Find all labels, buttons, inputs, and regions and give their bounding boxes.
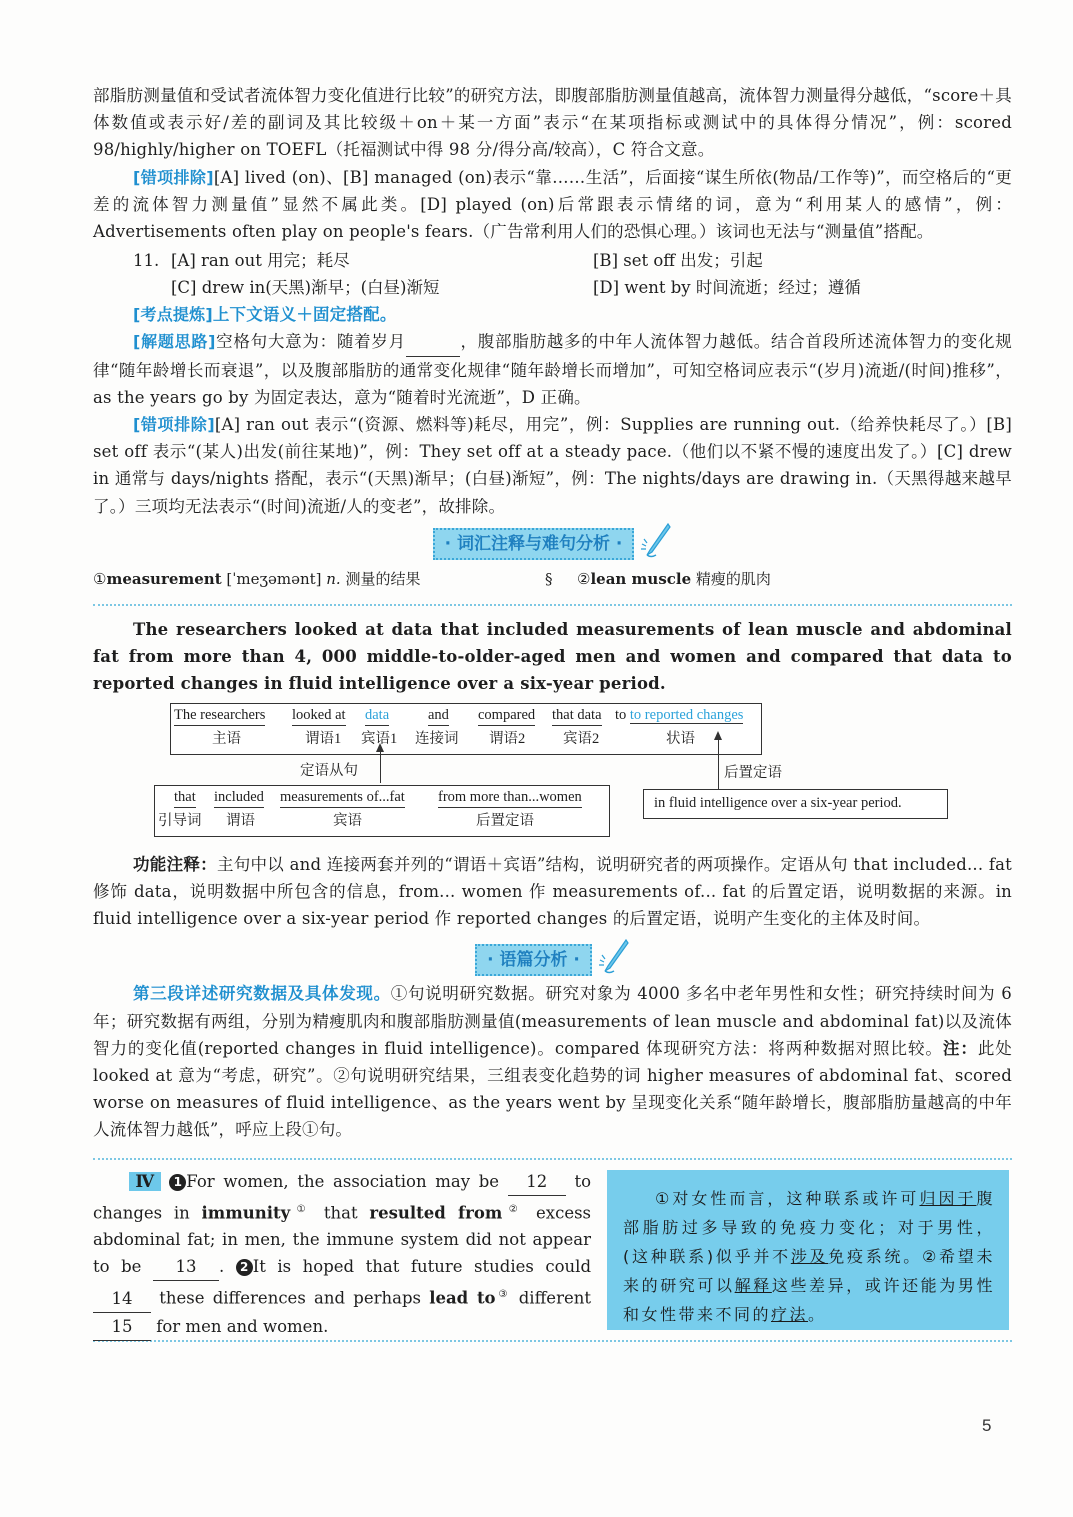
- note-tag: 注：: [942, 1038, 978, 1058]
- solution-text: 空格句大意为：随着岁月: [215, 332, 406, 352]
- phonetic: [ˈmeʒəmənt]: [226, 569, 322, 588]
- exclusion-tag: [错项排除]: [133, 167, 214, 187]
- vocab-word: measurement: [106, 569, 222, 588]
- translation-text: 腹部脂肪过多导致的免疫力变化；对于男性，(这种联系)似乎并不: [623, 1188, 995, 1266]
- translation-key: 解释: [734, 1275, 772, 1295]
- reported-changes-text: to reported changes: [629, 706, 744, 723]
- discourse-text: ①句说明研究数据。研究对象为 4000 多名中老年男性和女性；研究持续时间为 6 年；研究数据有两组，分别为精瘦肌肉和腹部脂肪测量值(measurements of lean muscle and abdominal fat)以及流体智力的变化值(reported changes in fluid intelligence)。compared 体现研究方法：将两种数据对照比较。: [93, 984, 1012, 1058]
- translation-text: ①对女性而言，这种联系或许可: [655, 1188, 920, 1208]
- section-title: · 语篇分析 ·: [475, 944, 592, 976]
- diagram-word: that: [174, 787, 196, 808]
- section-title: · 词汇注释与难句分析 ·: [433, 528, 635, 560]
- keyword: lead to: [429, 1288, 496, 1308]
- option-letter: [C]: [171, 278, 197, 298]
- post-modifier-label: 后置定语: [724, 764, 782, 781]
- q10-exclusion-paragraph: [93, 164, 1012, 246]
- passage-text-segment: these differences and perhaps: [159, 1288, 421, 1308]
- passage-text-segment: It is hoped that future studies could: [252, 1257, 592, 1277]
- diagram-label: 谓语2: [489, 730, 526, 747]
- exclusion-text: [A] lived (on)、[B] managed (on)表示“靠……生活”，后面接“谋生所依(物品/工作等)”，而空格后的“更差的流体智力测量值”显然不属此类。[D] played (on)后常跟表示情绪的词，意为“利用某人的感情”，例：Advertisements often play on people's fears.（广告常利用人们的恐惧心理。）该词也无法与“测量值”搭配。: [93, 167, 1012, 242]
- function-note-text: 主句中以 and 连接两套并列的“谓语＋宾语”结构，说明研究者的两项操作。定语从句 that included... fat 修饰 data，说明数据中所包含的信息，from... women 作 measurements of... fat 的后置定语，说明数据的来源。in fluid intelligence over a six-year period 作 reported changes 的后置定语，说明产生变化的主体及时间。: [93, 854, 1012, 929]
- solution-paragraph: [93, 328, 1012, 411]
- diagram-label: 宾语2: [563, 730, 600, 747]
- arrow-icon: [376, 743, 384, 752]
- pen-icon: [638, 522, 672, 558]
- translation-text: 。: [808, 1304, 827, 1324]
- part-of-speech: n.: [326, 569, 341, 588]
- blank-14[interactable]: 14: [93, 1285, 151, 1313]
- diagram-word: and: [428, 705, 449, 726]
- passage-text-segment: .: [218, 1257, 225, 1277]
- blank-12[interactable]: 12: [508, 1168, 566, 1196]
- page-number: 5: [982, 1416, 992, 1435]
- solution-text: ，腹部脂肪越多的中年人流体智力越低。结合首段所述流体智力的变化规律“随年龄增长而衰退”，以及腹部脂肪的通常变化规律“随年龄增长而增加”，可知空格词应表示“(岁月)流逝/(时间)推移”，as the years go by 为固定表达，意为“随着时光流逝”，D 正确。: [93, 332, 1012, 407]
- sentence-structure-diagram: [93, 703, 1012, 851]
- discourse-paragraph: [93, 980, 1012, 1143]
- blank-line: [406, 328, 460, 356]
- option-letter: [B]: [593, 251, 618, 271]
- vocab-meaning: 精瘦的肌肉: [695, 569, 771, 588]
- item-number: ②: [577, 569, 591, 588]
- passage-text-segment: to changes in: [93, 1171, 592, 1223]
- function-note-tag: 功能注释：: [133, 854, 217, 874]
- q11-number: 11.: [133, 251, 160, 271]
- diagram-word: to to reported changes: [615, 706, 744, 723]
- analysis-paragraph: [93, 82, 1012, 164]
- keyword: resulted from: [369, 1203, 503, 1223]
- divider: [93, 604, 1012, 606]
- translation-text: 免疫系统。②希望未来的研究可以: [623, 1246, 995, 1295]
- option-text: set off 出发；引起: [623, 251, 763, 271]
- keyword: immunity: [201, 1203, 291, 1223]
- footnote-ref: ①: [290, 1203, 313, 1215]
- option-a: [171, 247, 350, 274]
- passage-text: [93, 1168, 591, 1341]
- vocab-item-1: [93, 564, 421, 594]
- hard-sentence: The researchers looked at data that included measurements of lean muscle and abdominal fat from more than 4, 000 middle-to-older-aged men and women and compared that data to reported changes in fluid intelligence over a six-year period.: [93, 619, 1012, 693]
- passage-section: [93, 1160, 1012, 1336]
- passage-text-segment: excess abdominal fat; in men, the immune system did not appear to be: [93, 1203, 592, 1277]
- exclusion-tag: [错项排除]: [133, 415, 215, 435]
- discourse-lead: 第三段详述研究数据及具体发现。: [133, 984, 391, 1004]
- diagram-label: 连接词: [415, 730, 459, 747]
- separator-icon: §: [545, 569, 553, 588]
- diagram-word: looked at: [292, 705, 346, 726]
- blank-13[interactable]: 13: [153, 1253, 219, 1281]
- option-text: drew in(天黑)渐早；(白昼)渐短: [201, 278, 440, 298]
- item-number: ①: [93, 569, 107, 588]
- footnote-ref: ②: [502, 1203, 525, 1215]
- exclusion-text: [A] ran out 表示“(资源、燃料等)耗尽，用完”，例：Supplies are running out.（给养快耗尽了。）[B] set off 表示“(某人)出发(前往某地)”，例：They set off at a steady pace.（他们以不紧不慢的速度出发了。）[C] drew in 通常与 days/nights 搭配，表示“(天黑)渐早；(白昼)渐短”，例：The nights/days are drawing in.（天黑得越来越早了。）三项均无法表示“(时间)流逝/人的变老”，故排除。: [93, 415, 1012, 516]
- diagram-word: data: [365, 705, 389, 726]
- diagram-label: 主语: [212, 730, 241, 747]
- diagram-label: 引导词: [158, 812, 202, 829]
- key-point-tag: [考点提炼]: [133, 305, 213, 325]
- diagram-word: included: [214, 787, 264, 808]
- translation-box: [607, 1170, 1009, 1330]
- diagram-label: 后置定语: [476, 812, 534, 829]
- passage-text-segment: different: [518, 1288, 591, 1308]
- solution-tag: [解题思路]: [133, 332, 216, 352]
- diagram-label: 谓语: [226, 812, 255, 829]
- vocab-word: lean muscle: [590, 569, 692, 588]
- diagram-label: 宾语1: [361, 730, 398, 747]
- diagram-word: compared: [478, 705, 535, 726]
- diagram-label: 状语: [666, 730, 695, 747]
- option-letter: [D]: [593, 278, 620, 298]
- text-line: 部脂肪测量值和受试者流体智力变化值进行比较”的研究方法，即腹部脂肪测量值越高，流体智力测量得: [93, 86, 857, 105]
- passage-text-segment: For women, the association may be: [186, 1171, 500, 1191]
- diagram-word: that data: [552, 705, 602, 726]
- key-point-text: 上下文语义＋固定搭配。: [212, 305, 397, 325]
- translation-text: 这些差异，或许还能为男性和女性带来不同的: [623, 1275, 995, 1324]
- clause-label: 定语从句: [300, 762, 358, 779]
- diagram-word: measurements of...fat: [280, 787, 405, 808]
- diagram-word: The researchers: [174, 705, 265, 726]
- sentence-number-1: 1: [169, 1174, 186, 1191]
- connector-line: [718, 733, 719, 791]
- translation-key: 归因于: [919, 1188, 977, 1208]
- paragraph-number: Ⅳ: [129, 1172, 161, 1191]
- blank-15[interactable]: 15: [93, 1313, 151, 1341]
- diagram-word: from more than...women: [438, 787, 582, 808]
- diagram-label: 宾语: [333, 812, 362, 829]
- text-line: 具体得分情况”，例：scored 98/highly/higher on TOEFL（托福测试中得 98 分/得分高/较高），C 符合文意。: [93, 113, 1012, 160]
- discourse-text: 此处 looked at 意为“考虑，研究”。②句说明研究结果，三组表变化趋势的词 higher measures of abdominal fat、scored worse on measures of fluid intelligence、as the years went by 呈现变化关系“随年龄增长，腹部脂肪量越高的中年人流体智力越低”，呼应上段①句。: [93, 1038, 1012, 1140]
- q11-exclusion-paragraph: [93, 411, 1012, 520]
- translation-key: 疗法: [771, 1304, 809, 1324]
- text-line: 分越低，“score＋具体数值或表示好/差的副词及其比较级＋on＋某一方面”表示“在某项指标或测试中的: [93, 86, 1012, 133]
- option-text: went by 时间流逝；经过；遵循: [624, 278, 861, 298]
- q11-options: [93, 247, 1012, 301]
- arrow-icon: [714, 731, 722, 740]
- option-letter: [A]: [171, 251, 196, 271]
- option-text: ran out 用完；耗尽: [201, 251, 350, 271]
- post-phrase: in fluid intelligence over a six-year period.: [654, 794, 902, 811]
- footnote-ref: ③: [495, 1289, 511, 1301]
- vocab-section-header: [93, 522, 1012, 562]
- pen-icon: [596, 938, 630, 974]
- vocab-list: [93, 564, 1012, 594]
- option-c: [171, 274, 440, 301]
- page-content: [93, 82, 1012, 1342]
- diagram-label: 谓语1: [305, 730, 342, 747]
- translation-key: 涉及: [790, 1246, 829, 1266]
- sentence-number-2: 2: [236, 1259, 253, 1276]
- option-b: [593, 247, 763, 274]
- function-note-paragraph: [93, 851, 1012, 933]
- key-point-paragraph: [93, 301, 1012, 328]
- passage-text-segment: that: [323, 1203, 358, 1223]
- passage-text-segment: for men and women.: [156, 1316, 329, 1336]
- vocab-meaning: 测量的结果: [345, 569, 421, 588]
- option-d: [593, 274, 861, 301]
- discourse-section-header: [93, 938, 1012, 978]
- vocab-item-2: [577, 564, 771, 594]
